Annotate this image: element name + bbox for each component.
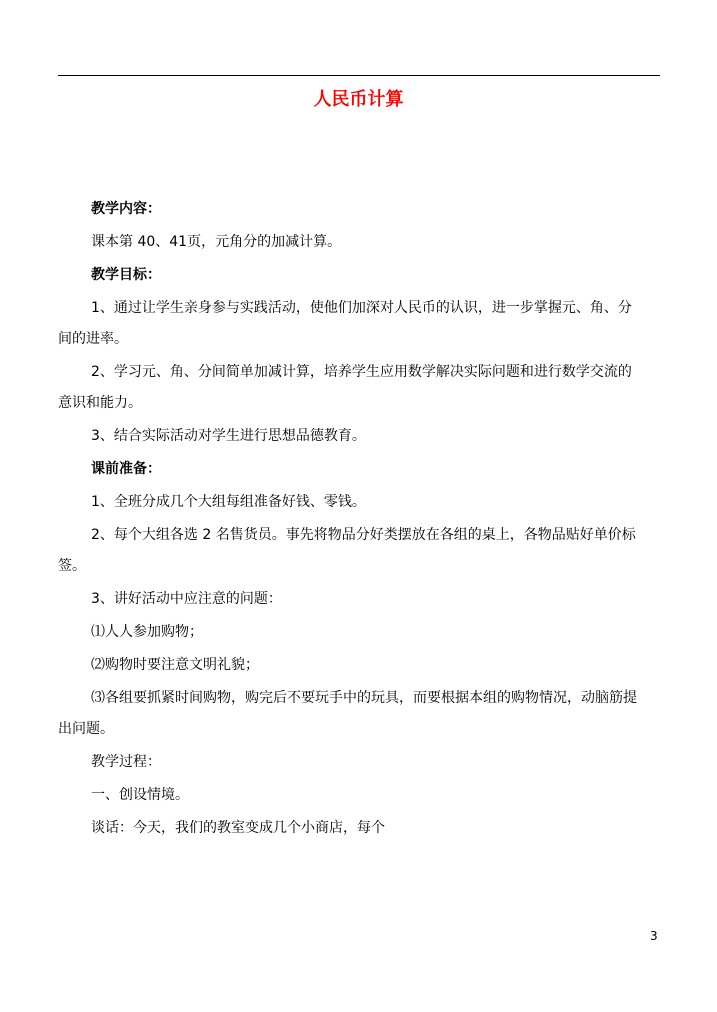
paragraph-goal-1 bbox=[58, 293, 671, 355]
page-number: 3 bbox=[650, 929, 658, 943]
document-body bbox=[58, 194, 671, 846]
section-heading-content: 教学内容： bbox=[91, 201, 161, 217]
paragraph-content-text: 课本第 40、41页，元角分的加减计算。 bbox=[91, 234, 342, 250]
paragraph-process-heading: 教学过程： bbox=[91, 754, 161, 770]
prep-2-line-1: 2、每个大组各选 2 名售货员。事先将物品分好类摆放在各组的桌上，各物品贴好单价标 bbox=[91, 527, 636, 543]
section-heading-prep: 课前准备： bbox=[91, 461, 161, 477]
rule-3-line-2: 出问题。 bbox=[58, 721, 114, 737]
paragraph-prep-2 bbox=[58, 520, 671, 582]
paragraph-rule-1: ⑴人人参加购物； bbox=[91, 624, 203, 640]
paragraph-rule-3 bbox=[58, 683, 671, 745]
goal-1-line-1: 1、通过让学生亲身参与实践活动，使他们加深对人民币的认识，进一步掌握元、角、分 bbox=[91, 300, 632, 316]
goal-2-line-2: 意识和能力。 bbox=[58, 395, 142, 411]
paragraph-goal-2 bbox=[58, 357, 671, 419]
paragraph-goal-3: 3、结合实际活动对学生进行思想品德教育。 bbox=[91, 428, 366, 444]
goal-2-line-1: 2、学习元、角、分间简单加减计算，培养学生应用数学解决实际问题和进行数学交流的 bbox=[91, 364, 632, 380]
paragraph-step-1: 一、创设情境。 bbox=[91, 787, 189, 803]
rule-3-line-1: ⑶各组要抓紧时间购物，购完后不要玩手中的玩具，而要根据本组的购物情况，动脑筋提 bbox=[91, 690, 637, 706]
paragraph-prep-3: 3、讲好活动中应注意的问题： bbox=[91, 591, 282, 607]
document-title: 人民币计算 bbox=[313, 89, 404, 110]
section-heading-goals: 教学目标： bbox=[91, 267, 161, 283]
paragraph-talk: 谈话：今天，我们的教室变成几个小商店，每个 bbox=[91, 820, 385, 836]
paragraph-prep-1: 1、全班分成几个大组每组准备好钱、零钱。 bbox=[91, 494, 366, 510]
header-rule bbox=[58, 75, 660, 76]
goal-1-line-2: 间的进率。 bbox=[58, 331, 128, 347]
prep-2-line-2: 签。 bbox=[58, 558, 86, 574]
paragraph-rule-2: ⑵购物时要注意文明礼貌； bbox=[91, 657, 259, 673]
